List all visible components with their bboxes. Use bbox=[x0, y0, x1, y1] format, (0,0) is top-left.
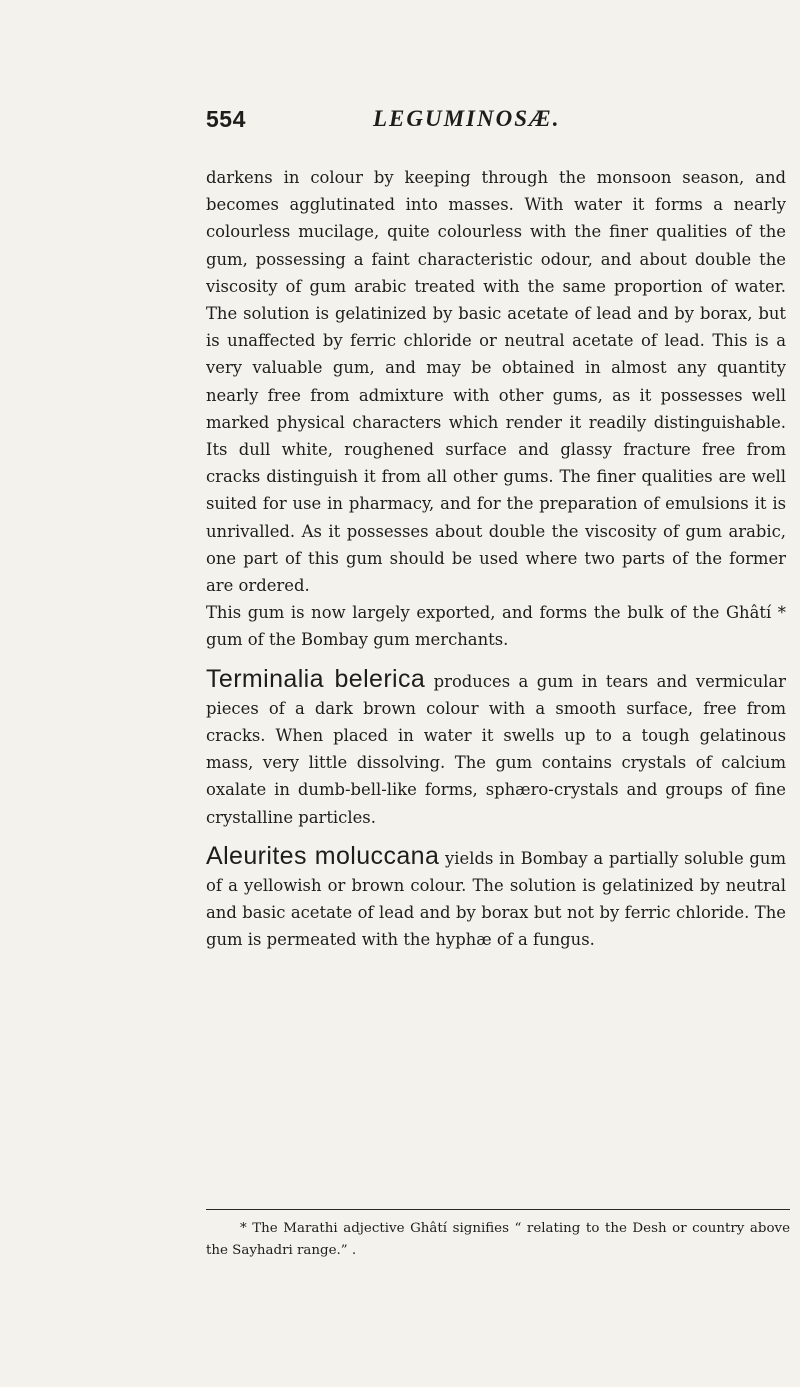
paragraph-continued: darkens in colour by keeping through the monsoon season, and becomes agglutinated into masses. With water it forms a nearly colourless mucilage, quite colourless with the finer qualities of the gum, possessing a faint characteristic odour, and about double the viscosity of gum arabic treated with the same proportion of water. The solution is gelatinized by basic acetate of lead and by borax, but is unaffected by ferric chloride or neutral acetate of lead. This is a very valuable gum, and may be obtained in almost any quantity nearly free from admixture with other gums, as it possesses well marked physical characters which render it readily distinguishable. Its dull white, roughened surface and glassy fracture free from cracks distinguish it from all other gums. The finer qualities are well suited for use in pharmacy, and for the preparation of emulsions it is unrivalled. As it possesses about double the viscosity of gum arabic, one part of this gum should be used where two parts of the former are ordered. bbox=[206, 168, 786, 596]
species-name: Terminalia belerica bbox=[206, 664, 426, 693]
footnote-text: * The Marathi adjective Ghâtí signifies “ relating to the Desh or country above the Sayhadri range.” . bbox=[206, 1221, 790, 1258]
section-aleurites-moluccana bbox=[206, 843, 786, 954]
species-name: Aleurites moluccana bbox=[206, 841, 440, 870]
section-terminalia-belerica bbox=[206, 666, 786, 831]
page-number: 554 bbox=[206, 106, 246, 132]
section-text: produces a gum in tears and vermicular pieces of a dark brown colour with a smooth surface, free from cracks. When placed in water it swells up to a tough gelatinous mass, very little dissolving. The gum contains crystals of calcium oxalate in dumb-bell-like forms, sphæro-crystals and groups of fine crystalline particles. bbox=[206, 671, 786, 827]
running-title: LEGUMINOSÆ. bbox=[373, 106, 561, 131]
body-text bbox=[206, 164, 786, 954]
section-text: yields in Bombay a partially soluble gum of a yellowish or brown colour. The solution is gelatinized by neutral and basic acetate of lead and by borax but not by ferric chloride. The gum is permeated with the hyphæ of a fungus. bbox=[206, 848, 786, 950]
footnote bbox=[206, 1218, 790, 1262]
paragraph-export: This gum is now largely exported, and forms the bulk of the Ghâtí * gum of the Bombay gum merchants. bbox=[206, 603, 786, 650]
footnote-divider bbox=[206, 1209, 790, 1210]
page-header bbox=[206, 106, 740, 146]
